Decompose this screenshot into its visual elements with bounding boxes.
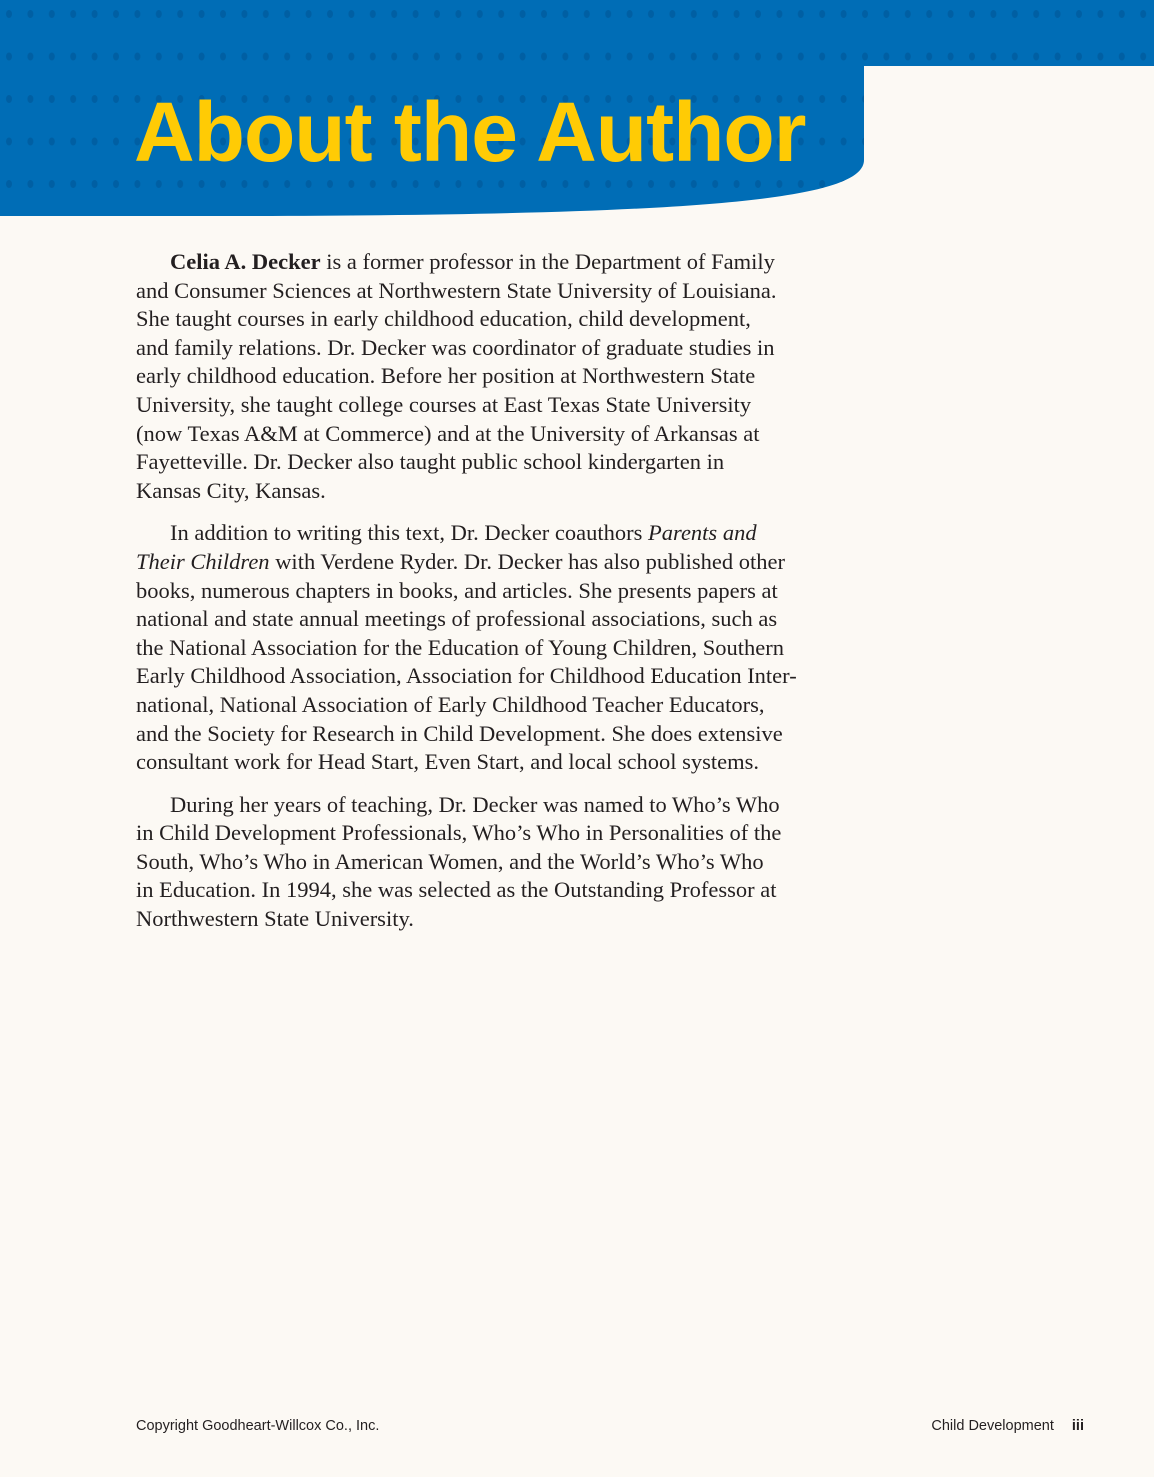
- text-segment: in Education. In 1994, she was selected as the Outstanding Professor at: [136, 877, 777, 903]
- text-line: [136, 905, 866, 934]
- text-segment: national, National Association of Early Childhood Teacher Educators,: [136, 691, 765, 717]
- text-segment: consultant work for Head Start, Even Start, and local school systems.: [136, 749, 759, 775]
- text-line: [136, 334, 866, 363]
- text-segment: She taught courses in early childhood education, child development,: [136, 306, 751, 332]
- text-line: [136, 305, 866, 334]
- text-line: [136, 448, 866, 477]
- text-line: [136, 391, 866, 420]
- text-line: [136, 277, 866, 306]
- text-line: [136, 248, 866, 277]
- bio-paragraph: [136, 519, 866, 776]
- text-segment: South, Who’s Who in American Women, and the World’s Who’s Who: [136, 848, 764, 874]
- text-segment: University, she taught college courses at East Texas State University: [136, 391, 752, 417]
- text-line: [136, 876, 866, 905]
- page-number: iii: [1071, 1418, 1084, 1434]
- footer-copyright: Copyright Goodheart-Willcox Co., Inc.: [136, 1418, 380, 1434]
- text-segment: national and state annual meetings of professional associations, such as: [136, 606, 778, 632]
- text-segment: in Child Development Professionals, Who’s Who in Personalities of the: [136, 820, 782, 846]
- text-line: [136, 634, 866, 663]
- author-bio: [136, 248, 866, 948]
- text-segment: and the Society for Research in Child Development. She does extensive: [136, 720, 783, 746]
- text-segment: Kansas City, Kansas.: [136, 477, 326, 503]
- text-segment: and Consumer Sciences at Northwestern State University of Louisiana.: [136, 277, 777, 303]
- text-line: [136, 791, 866, 820]
- text-segment: and family relations. Dr. Decker was coordinator of graduate studies in: [136, 334, 775, 360]
- text-line: [136, 848, 866, 877]
- text-segment: with Verdene Ryder. Dr. Decker has also published other: [269, 548, 785, 574]
- text-line: [136, 819, 866, 848]
- text-segment: Northwestern State University.: [136, 906, 414, 932]
- text-line: [136, 691, 866, 720]
- text-segment: (now Texas A&M at Commerce) and at the University of Arkansas at: [136, 420, 760, 446]
- text-segment: In addition to writing this text, Dr. Decker coauthors: [170, 520, 649, 546]
- text-line: [136, 519, 866, 548]
- text-segment: During her years of teaching, Dr. Decker was named to Who’s Who: [170, 791, 780, 817]
- text-line: [136, 477, 866, 506]
- text-segment: Fayetteville. Dr. Decker also taught public school kindergarten in: [136, 449, 725, 475]
- footer-book-info: [931, 1418, 1084, 1434]
- text-line: [136, 720, 866, 749]
- text-line: [136, 605, 866, 634]
- text-segment: the National Association for the Education of Young Children, Southern: [136, 634, 785, 660]
- text-segment: early childhood education. Before her position at Northwestern State: [136, 363, 756, 389]
- text-line: [136, 577, 866, 606]
- text-segment: books, numerous chapters in books, and articles. She presents papers at: [136, 577, 778, 603]
- text-line: [136, 662, 866, 691]
- text-line: [136, 362, 866, 391]
- text-segment: is a former professor in the Department of Family: [320, 249, 775, 274]
- bio-paragraph: [136, 248, 866, 505]
- text-line: [136, 748, 866, 777]
- bio-paragraph: [136, 791, 866, 934]
- book-title: Parents and: [648, 520, 757, 546]
- text-segment: Early Childhood Association, Association for Childhood Education Inter-: [136, 663, 797, 689]
- text-line: [136, 548, 866, 577]
- footer-book-title: Child Development: [931, 1418, 1054, 1434]
- book-title: Their Children: [136, 548, 270, 574]
- author-name: Celia A. Decker: [170, 249, 321, 274]
- page-title: About the Author: [134, 85, 806, 179]
- text-line: [136, 420, 866, 449]
